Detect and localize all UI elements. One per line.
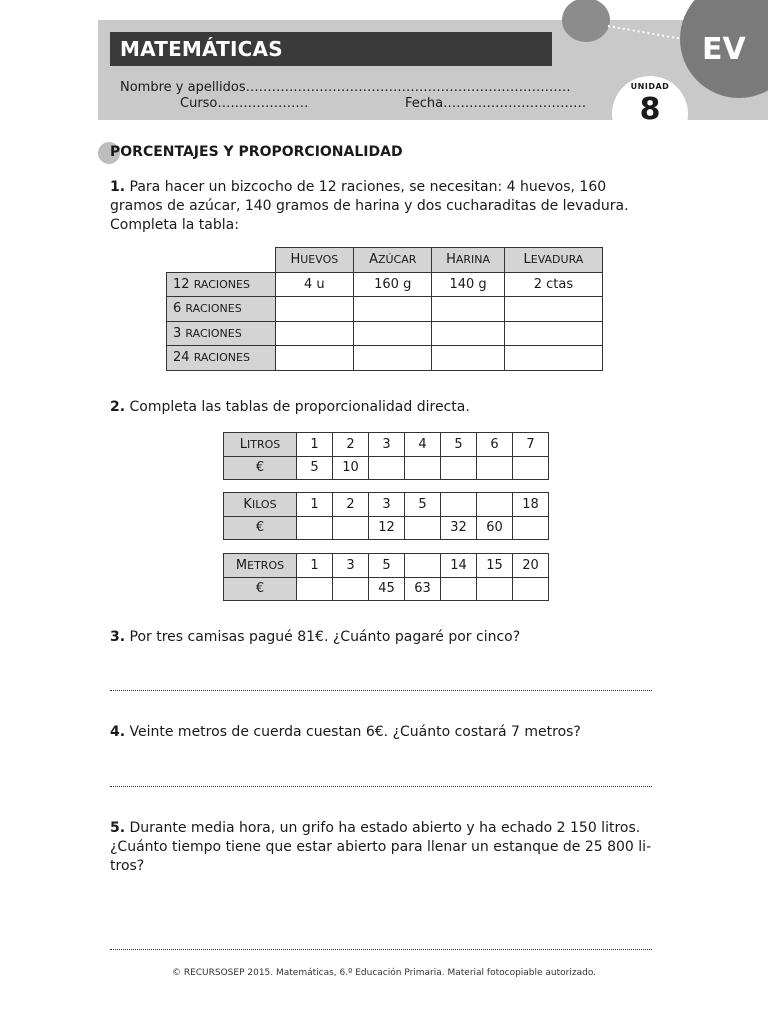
table-row: [167, 346, 603, 371]
table-cell: 3: [369, 433, 405, 457]
table-cell[interactable]: [275, 346, 354, 371]
table-cell: 7: [513, 433, 549, 457]
table-cell: 2: [333, 433, 369, 457]
table-cell[interactable]: [477, 493, 513, 517]
question-number: 1.: [110, 179, 126, 195]
table-cell: 4 u: [275, 272, 354, 297]
row-header: €: [224, 456, 297, 480]
table-cell: 5: [441, 433, 477, 457]
proportion-table-kilos: [223, 492, 549, 540]
table-cell[interactable]: [504, 297, 602, 322]
table-cell: 10: [333, 456, 369, 480]
table-cell: 140 g: [432, 272, 505, 297]
question-number: 3.: [110, 629, 126, 645]
table-cell[interactable]: [297, 516, 333, 540]
column-header: HUEVOS: [275, 248, 354, 273]
table-cell[interactable]: [354, 346, 432, 371]
table-row: [167, 321, 603, 346]
row-header: LITROS: [224, 433, 297, 457]
question-number: 5.: [110, 820, 126, 836]
table-row: [224, 456, 549, 480]
table-cell: 2: [333, 493, 369, 517]
row-header: €: [224, 577, 297, 601]
table-cell: 4: [405, 433, 441, 457]
table-cell[interactable]: [477, 577, 513, 601]
table-cell: 1: [297, 493, 333, 517]
row-label: 3 RACIONES: [167, 321, 276, 346]
table-cell[interactable]: [477, 456, 513, 480]
question-5: [110, 819, 655, 876]
table-row: [167, 272, 603, 297]
table-cell[interactable]: [513, 577, 549, 601]
column-header: AZÚCAR: [354, 248, 432, 273]
table-row: [224, 554, 549, 578]
decorative-dotted-line: [608, 24, 688, 44]
question-3: [110, 628, 655, 647]
table-cell: 5: [405, 493, 441, 517]
table-cell: 5: [297, 456, 333, 480]
table-cell[interactable]: [432, 346, 505, 371]
decorative-circle: [562, 0, 610, 42]
table-cell[interactable]: [513, 456, 549, 480]
table-cell: 3: [369, 493, 405, 517]
column-header: HARINA: [432, 248, 505, 273]
table-cell[interactable]: [441, 577, 477, 601]
table-cell[interactable]: [354, 321, 432, 346]
question-text: Durante media hora, un grifo ha estado abierto y ha echado 2 150 litros. ¿Cuánto tiempo tiene que estar abierto para llenar un estanque de 25 800 li-tros?: [110, 820, 652, 874]
row-label: 24 RACIONES: [167, 346, 276, 371]
row-label: 6 RACIONES: [167, 297, 276, 322]
question-4: [110, 723, 655, 742]
table-cell: 1: [297, 554, 333, 578]
row-header: €: [224, 516, 297, 540]
course-field-line: Curso…………………: [180, 96, 309, 111]
table-cell: 1: [297, 433, 333, 457]
table-cell: 20: [513, 554, 549, 578]
table-cell[interactable]: [432, 321, 505, 346]
table-cell: 3: [333, 554, 369, 578]
question-2: [110, 398, 655, 417]
unit-number: 8: [639, 92, 661, 127]
empty-corner: [167, 248, 276, 273]
subject-title: MATEMÁTICAS: [110, 32, 552, 66]
question-number: 4.: [110, 724, 126, 740]
table-cell[interactable]: [333, 516, 369, 540]
table-row: [224, 493, 549, 517]
table-cell[interactable]: [275, 297, 354, 322]
table-cell: 6: [477, 433, 513, 457]
proportion-table-metros: [223, 553, 549, 601]
table-cell[interactable]: [405, 554, 441, 578]
unit-label: UNIDAD: [630, 82, 670, 91]
table-cell[interactable]: [432, 297, 505, 322]
table-cell[interactable]: [513, 516, 549, 540]
table-cell: 60: [477, 516, 513, 540]
column-header: LEVADURA: [504, 248, 602, 273]
proportion-table-litros: [223, 432, 549, 480]
table-cell[interactable]: [354, 297, 432, 322]
footer-copyright: © RECURSOSEP 2015. Matemáticas, 6.º Educación Primaria. Material fotocopiable autorizado.: [171, 968, 597, 978]
table-cell: 5: [369, 554, 405, 578]
answer-line[interactable]: [110, 690, 652, 691]
question-text: Por tres camisas pagué 81€. ¿Cuánto pagaré por cinco?: [129, 629, 521, 645]
table-cell[interactable]: [297, 577, 333, 601]
table-cell: 45: [369, 577, 405, 601]
answer-line[interactable]: [110, 786, 652, 787]
row-header: METROS: [224, 554, 297, 578]
question-text: Veinte metros de cuerda cuestan 6€. ¿Cuánto costará 7 metros?: [129, 724, 581, 740]
table-cell: 63: [405, 577, 441, 601]
table-cell[interactable]: [405, 516, 441, 540]
table-cell: 160 g: [354, 272, 432, 297]
table-cell[interactable]: [275, 321, 354, 346]
question-text: Para hacer un bizcocho de 12 raciones, se necesitan: 4 huevos, 160 gramos de azúcar, 140 gramos de harina y dos cucharaditas de levadura. Completa la tabla:: [110, 179, 629, 233]
table-cell[interactable]: [504, 346, 602, 371]
section-title: PORCENTAJES Y PROPORCIONALIDAD: [110, 144, 403, 160]
table-cell[interactable]: [333, 577, 369, 601]
table-cell[interactable]: [441, 456, 477, 480]
table-row: [224, 433, 549, 457]
question-text: Completa las tablas de proporcionalidad directa.: [129, 399, 470, 415]
table-cell[interactable]: [504, 321, 602, 346]
table-cell: 15: [477, 554, 513, 578]
table-row: [167, 297, 603, 322]
badge-text: EV: [702, 32, 746, 67]
name-field-line: Nombre y apellidos…………………………………………………………………: [120, 80, 571, 95]
ingredients-table: [166, 247, 603, 371]
date-field-line: Fecha……………………………: [405, 96, 587, 111]
table-row: [224, 577, 549, 601]
table-row: [224, 516, 549, 540]
row-label: 12 RACIONES: [167, 272, 276, 297]
table-cell: 18: [513, 493, 549, 517]
table-cell[interactable]: [441, 493, 477, 517]
question-1: [110, 178, 655, 235]
table-cell: 14: [441, 554, 477, 578]
question-number: 2.: [110, 399, 126, 415]
table-header-row: [167, 248, 603, 273]
table-cell: 32: [441, 516, 477, 540]
row-header: KILOS: [224, 493, 297, 517]
table-cell: 12: [369, 516, 405, 540]
answer-line[interactable]: [110, 949, 652, 950]
table-cell: 2 ctas: [504, 272, 602, 297]
table-cell[interactable]: [405, 456, 441, 480]
table-cell[interactable]: [369, 456, 405, 480]
